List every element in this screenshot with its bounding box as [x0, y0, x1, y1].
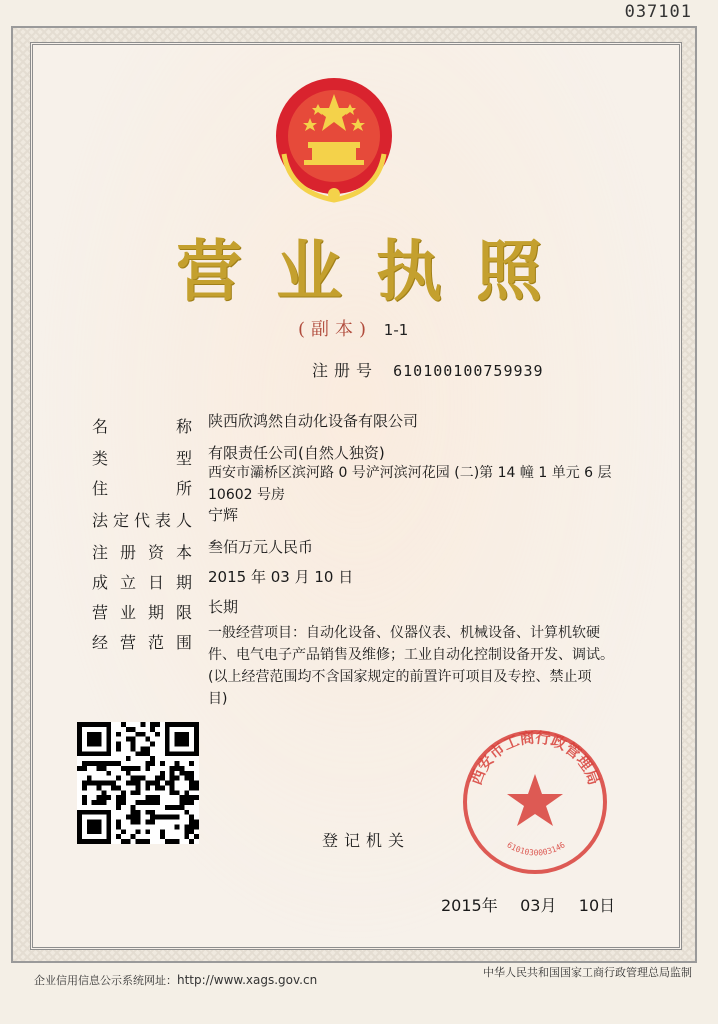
legal-rep-label: 法 定 代 表 人	[92, 511, 192, 530]
registration-number: 610100100759939	[393, 362, 544, 380]
official-seal	[461, 728, 609, 876]
scope-line: 件、电气电子产品销售及维修；工业自动化控制设备开发、调试。	[208, 647, 614, 663]
type-label: 类 型	[92, 449, 192, 468]
company-type: 有限责任公司(自然人独资)	[208, 444, 385, 462]
copy-line	[298, 315, 408, 341]
copy-number: 1-1	[383, 321, 409, 339]
seal-text: 西安市工商行政管理局	[466, 728, 604, 788]
qr-code	[77, 722, 199, 844]
footer-website-label: 企业信用信息公示系统网址：	[34, 974, 177, 987]
scope-line: 目)	[208, 691, 228, 707]
copy-label: (副本)	[298, 319, 373, 340]
national-emblem-icon	[270, 74, 398, 208]
registered-capital: 叁佰万元人民币	[208, 538, 314, 556]
scope-line: (以上经营范围均不含国家规定的前置许可项目及专控、禁止项	[208, 669, 592, 685]
registration-label: 注册号	[312, 361, 379, 380]
svg-text:6101030003146	[505, 840, 567, 857]
established-label: 成 立 日 期	[92, 573, 192, 592]
footer-website-url[interactable]: http://www.xags.gov.cn	[177, 973, 318, 987]
established-date: 2015 年 03 月 10 日	[208, 568, 354, 586]
business-term: 长期	[208, 598, 239, 616]
seal-code: 6101030003146	[505, 840, 567, 858]
issue-month: 03月	[520, 896, 557, 915]
footer-issuer: 中华人民共和国国家工商行政管理总局监制	[483, 966, 692, 979]
serial-number: 037101	[624, 2, 692, 22]
registration-authority: 登记机关	[322, 831, 411, 850]
footer-website	[34, 972, 317, 988]
issue-date	[441, 893, 617, 916]
issue-day: 10日	[578, 896, 616, 915]
address-label: 住 所	[92, 479, 192, 498]
company-name: 陕西欣鸿然自动化设备有限公司	[208, 412, 419, 430]
scope-label: 经 营 范 围	[92, 633, 192, 652]
legal-representative: 宁辉	[208, 506, 239, 524]
term-label: 营 业 期 限	[92, 603, 192, 622]
address-line-2: 10602 号房	[208, 487, 285, 503]
scope-line: 一般经营项目：自动化设备、仪器仪表、机械设备、计算机软硬	[208, 625, 600, 641]
capital-label: 注 册 资 本	[92, 543, 192, 562]
registration-line	[312, 358, 544, 381]
name-label: 名 称	[92, 417, 192, 436]
address-line-1: 西安市灞桥区滨河路 0 号浐河滨河花园 (二)第 14 幢 1 单元 6 层	[208, 465, 612, 481]
issue-year: 2015年	[441, 896, 498, 915]
business-scope	[208, 622, 628, 710]
document-title: 营业执照	[176, 232, 576, 310]
